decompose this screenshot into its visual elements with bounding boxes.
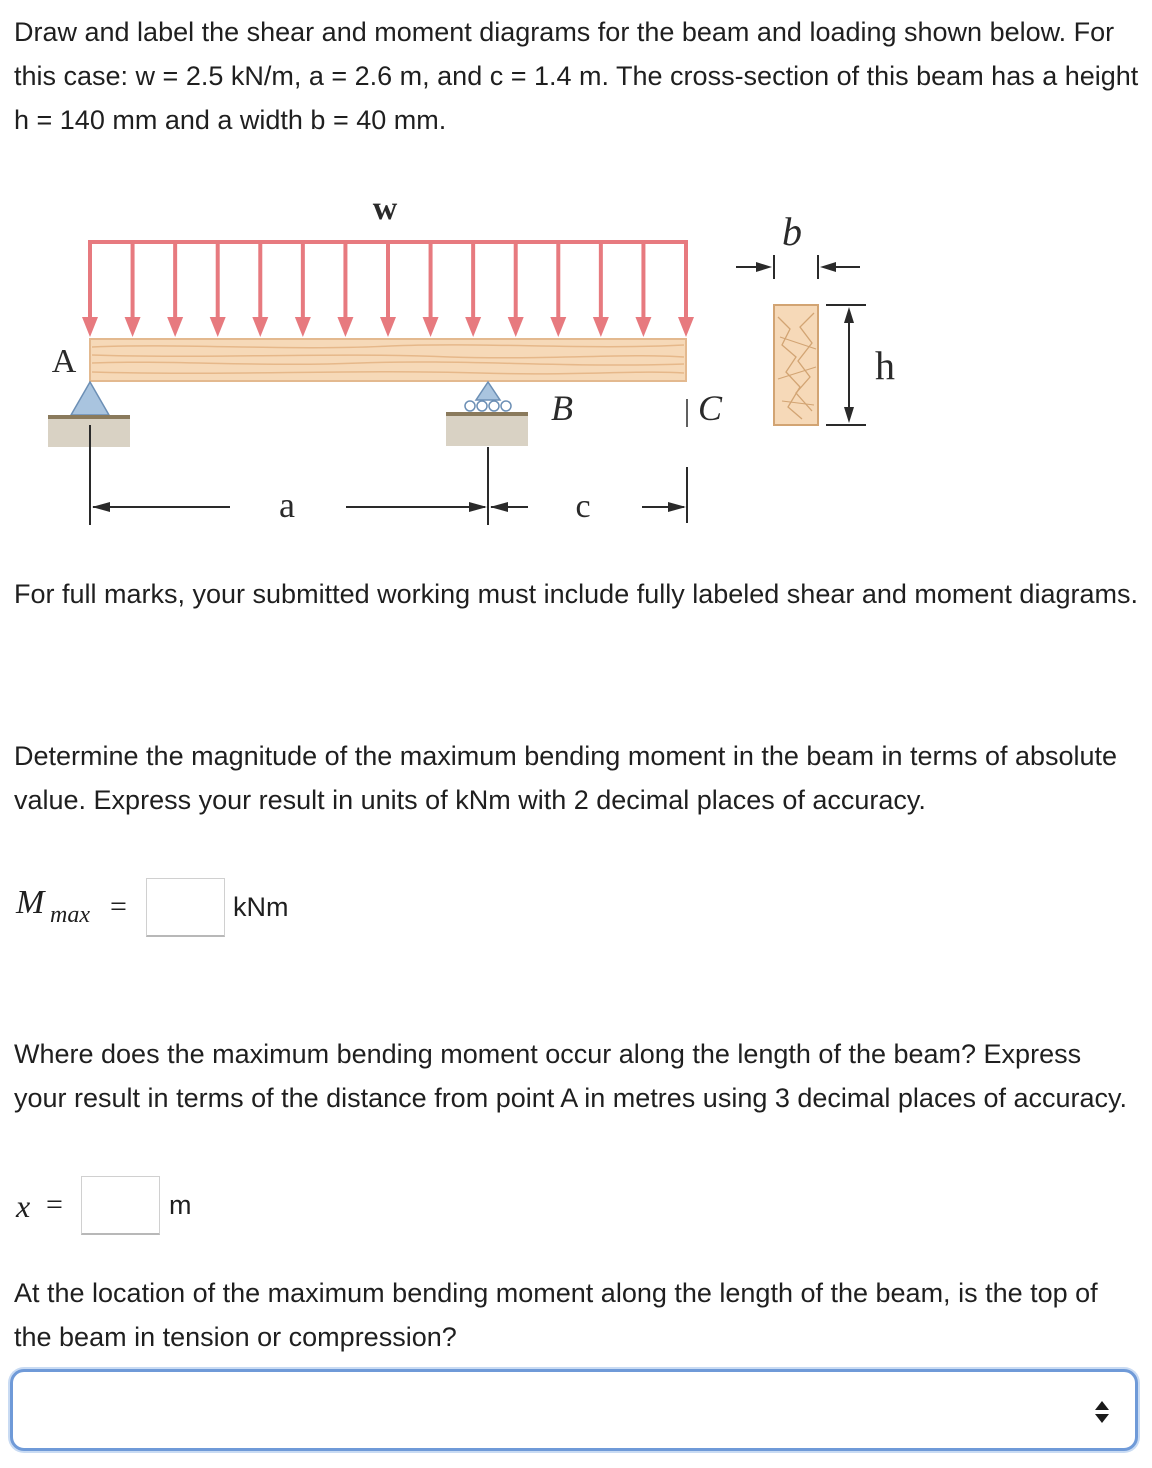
point-b-label: B	[551, 388, 573, 428]
load-arrow-head	[635, 317, 651, 337]
mmax-unit: kNm	[233, 892, 289, 922]
load-arrow-head	[465, 317, 481, 337]
tension-compression-select[interactable]	[10, 1369, 1138, 1451]
question-mmax: Determine the magnitude of the maximum bending moment in the beam in terms of absolute value. Express your result in units of kNm with 2 decimal places of accuracy.	[14, 741, 1118, 815]
load-arrow-head	[593, 317, 609, 337]
select-arrows-icon	[1093, 1398, 1111, 1426]
section-h-dimension	[826, 305, 866, 425]
load-label: w	[372, 190, 398, 227]
mmax-input[interactable]	[146, 878, 225, 937]
load-arrow-head	[678, 317, 694, 337]
load-arrow-head	[210, 317, 226, 337]
load-arrow-head	[252, 317, 268, 337]
mmax-subscript: max	[50, 902, 90, 928]
cross-section	[774, 305, 818, 425]
beam	[90, 339, 686, 381]
roller-support-b	[446, 382, 528, 446]
point-c-label: C	[697, 388, 723, 428]
x-equals: =	[46, 1188, 63, 1221]
full-marks-note: For full marks, your submitted working must include fully labeled shear and moment diagrams.	[14, 579, 1138, 609]
load-arrow-head	[337, 317, 353, 337]
section-b-dimension	[736, 255, 860, 279]
point-a-label: A	[51, 343, 77, 380]
x-symbol: x	[16, 1188, 31, 1224]
load-arrow-head	[423, 317, 439, 337]
question-x-location: Where does the maximum bending moment occur along the length of the beam? Express your result in terms of the distance from point A in metres using 3 decimal places of accuracy.	[14, 1039, 1128, 1113]
distributed-load	[82, 242, 694, 337]
question-tension-compression: At the location of the maximum bending moment along the length of the beam, is the top of the beam in tension or compression?	[14, 1278, 1098, 1352]
x-answer-row	[14, 1176, 314, 1236]
mmax-symbol: M	[16, 884, 45, 921]
load-arrow-head	[295, 317, 311, 337]
section-h-label: h	[875, 343, 895, 388]
load-arrow-head	[125, 317, 141, 337]
x-unit: m	[169, 1190, 192, 1220]
load-arrow-head	[82, 317, 98, 337]
problem-statement: Draw and label the shear and moment diagrams for the beam and loading shown below. For this case: w = 2.5 kN/m, a = 2.6 m, and c = 1.4 m. The cross-section of this beam has a height h = 140 mm and a width b = 40 mm.	[14, 17, 1139, 135]
dimension-c-label: c	[575, 488, 591, 525]
load-arrow-head	[508, 317, 524, 337]
load-arrow-head	[167, 317, 183, 337]
load-arrow-head	[550, 317, 566, 337]
dimension-a-label: a	[279, 485, 295, 525]
beam-figure	[30, 167, 1030, 535]
section-b-label: b	[782, 209, 802, 254]
load-arrow-head	[380, 317, 396, 337]
mmax-equals: =	[110, 890, 127, 923]
x-input[interactable]	[81, 1176, 160, 1235]
mmax-answer-row	[14, 878, 414, 938]
